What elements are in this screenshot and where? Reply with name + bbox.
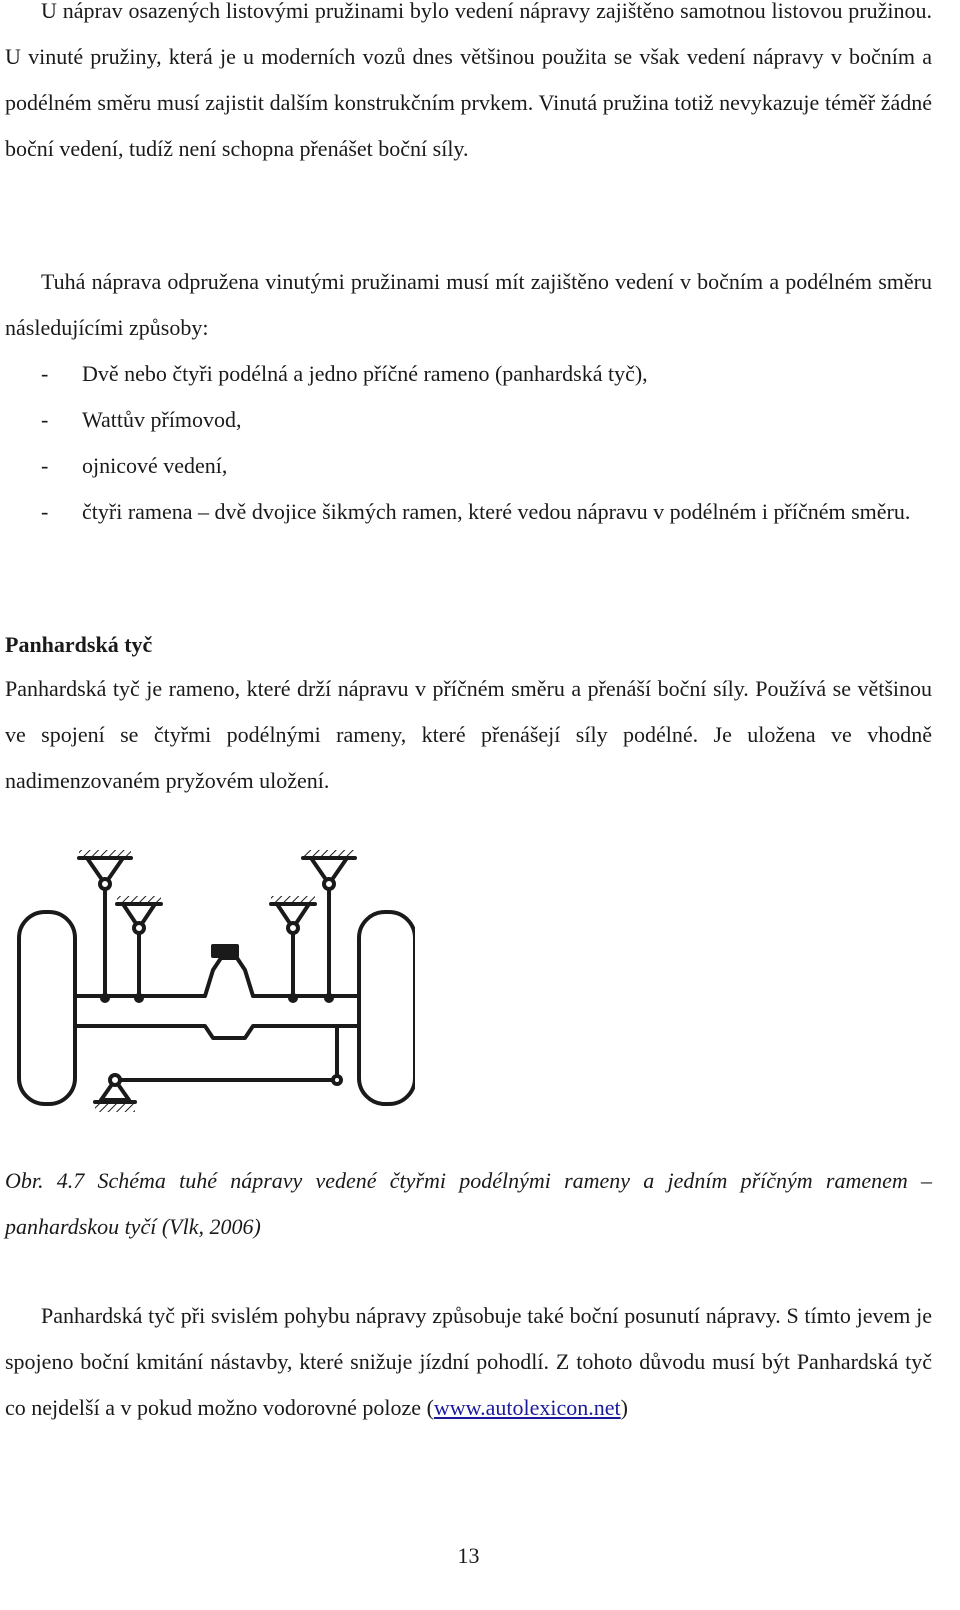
list-item [5,489,932,535]
list-item [5,351,932,397]
figure-caption-text: Schéma tuhé nápravy vedené čtyřmi podélnými rameny a jedním příčným ramenem – panhardskou tyčí (Vlk, 2006) [5,1168,932,1239]
differential-cap [213,946,237,956]
autolexicon-link[interactable]: www.autolexicon.net [433,1395,621,1420]
list-dash: - [41,407,49,432]
paragraph-closing-paren: ) [620,1395,628,1420]
paragraph-leaf-springs: U náprav osazených listovými pružinami bylo vedení nápravy zajištěno samotnou listovou pružinou. U vinuté pružiny, která je u moderních vozů dnes většinou použita se však vedení nápravy v bočním a podélném směru musí zajistit dalším konstrukčním prvkem. Vinutá pružina totiž nevykazuje téměř žádné boční vedení, tudíž není schopna přenášet boční síly. [5,0,932,161]
axle-housing [75,958,359,1038]
frame-mount-2 [117,896,161,933]
paragraph-panhard-effects-text: Panhardská tyč při svislém pohybu nápravy způsobuje také boční posunutí nápravy. S tímto jevem je spojeno boční kmitání nástavby, které snižuje jízdní pohodlí. Z tohoto důvodu musí být Panhardská tyč co nejdelší a v pokud možno vodorovné poloze ( [5,1303,932,1420]
list-dash: - [41,499,49,524]
list-item-text: čtyři ramena – dvě dvojice šikmých ramen, které vedou nápravu v podélném i příčném směru. [82,499,911,524]
list-item-text: Wattův přímovod, [82,407,242,432]
list-item [5,443,932,489]
paragraph-rigid-axle-guidance: Tuhá náprava odpružena vinutými pružinami musí mít zajištěno vedení v bočním a podélném směru následujícími způsoby: [5,269,932,340]
page-number: 13 [457,1543,480,1568]
list-item-text: ojnicové vedení, [82,453,228,478]
paragraph-panhard-rod: Panhardská tyč je rameno, které drží nápravu v příčném směru a přenáší boční síly. Používá se většinou ve spojení se čtyřmi podélnými rameny, které přenášejí síly podélné. Je uložena ve vhodně nadimenzovaném pryžovém uložení. [5,676,932,793]
frame-mount-1 [79,850,131,889]
section-heading: Panhardská tyč [5,632,153,657]
list-item [5,397,932,443]
right-wheel [359,912,415,1104]
axle-schematic-figure [15,848,415,1128]
list-dash: - [41,453,49,478]
guidance-methods-list [5,351,932,535]
left-wheel [19,912,75,1104]
frame-mount-4 [303,850,355,889]
frame-mount-3 [271,896,315,933]
list-dash: - [41,361,49,386]
paragraph-panhard-effects [5,1293,932,1431]
figure-caption [5,1158,932,1250]
figure-label: Obr. 4.7 [5,1168,85,1193]
list-item-text: Dvě nebo čtyři podélná a jedno příčné rameno (panhardská tyč), [82,361,648,386]
